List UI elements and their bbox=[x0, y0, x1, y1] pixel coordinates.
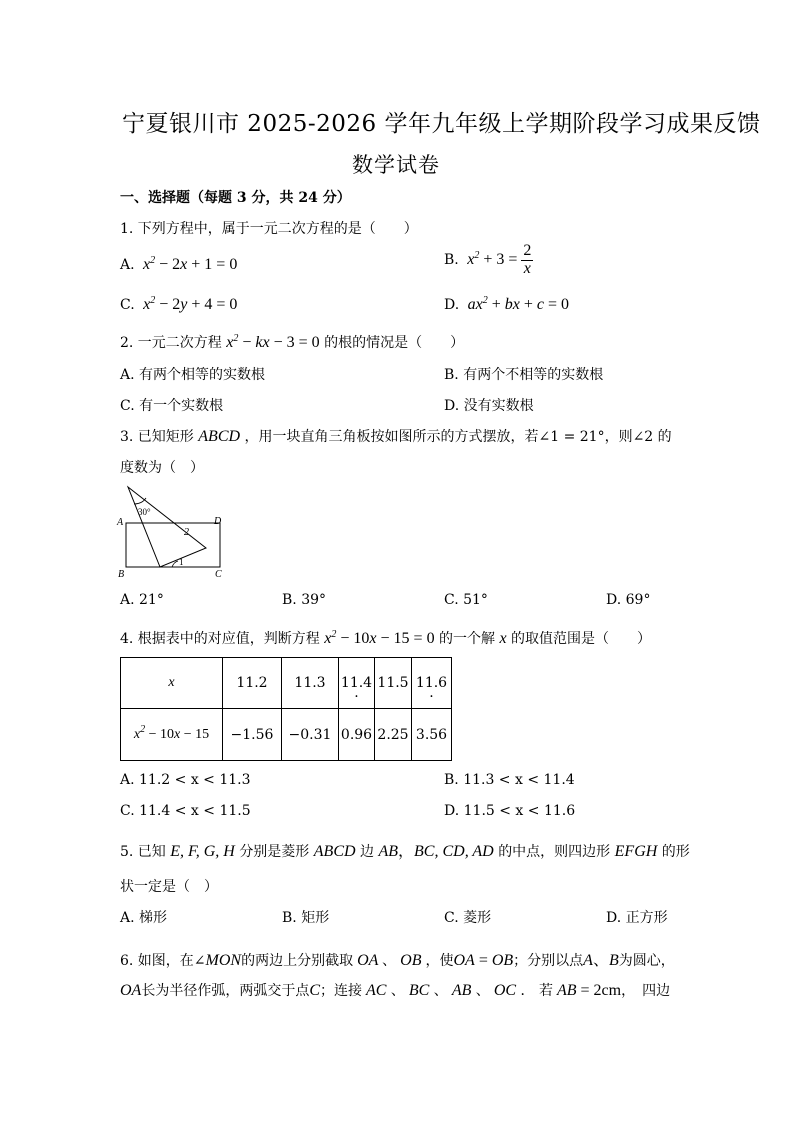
table-cell: 3.56 bbox=[412, 709, 452, 761]
q3-option-d: D. 69° bbox=[606, 592, 651, 608]
q5-option-a: A. 梯形 bbox=[120, 910, 168, 926]
q4-equation: $x^2 - 10x - 15 = 0$ bbox=[324, 629, 435, 647]
q4-option-d: D. 11.5 < x < 11.6 bbox=[444, 803, 576, 819]
q6-text: ， 四边 bbox=[621, 983, 671, 999]
q6-text: 、 bbox=[382, 953, 397, 969]
table-cell bbox=[339, 658, 375, 709]
table-cell: 11.2 bbox=[223, 658, 282, 709]
q1-c-label: C. bbox=[120, 297, 135, 313]
q1-b-label: B. bbox=[444, 251, 459, 268]
question-5-stem-line2: 状一定是（ ） bbox=[120, 879, 218, 895]
q5-option-b: B. 矩形 bbox=[282, 910, 330, 926]
q1-option-b bbox=[444, 243, 533, 278]
table-cell: 0.96 bbox=[339, 709, 375, 761]
table-cell: −0.31 bbox=[282, 709, 339, 761]
question-6-line2 bbox=[120, 980, 670, 1000]
question-6-line1 bbox=[120, 947, 675, 970]
q6-point-c: C bbox=[309, 982, 320, 999]
q6-text: 的两边上分别截取 bbox=[241, 953, 354, 969]
q5-option-c: C. 菱形 bbox=[444, 910, 492, 926]
q1-option-a bbox=[120, 256, 237, 274]
table-cell: 11.3 bbox=[282, 658, 339, 709]
table-cell: 2.25 bbox=[375, 709, 412, 761]
q6-text: ；连接 bbox=[320, 983, 362, 999]
page-subtitle: 数学试卷 bbox=[352, 153, 440, 177]
q6-points-ab: A、B bbox=[583, 952, 619, 969]
q5-sides: AB，BC, CD, AD bbox=[378, 843, 494, 860]
q6-text: 6. 如图，在∠ bbox=[120, 953, 206, 969]
q6-text: 为圆心， bbox=[618, 953, 675, 969]
angle-30-arc bbox=[134, 498, 146, 504]
q6-ob: OB bbox=[396, 952, 426, 969]
q5-efgh: EFGH bbox=[614, 843, 658, 860]
q6-oc: OC bbox=[489, 982, 517, 999]
page-title: 宁夏银川市 2025-2026 学年九年级上学期阶段学习成果反馈 bbox=[122, 111, 761, 137]
fig-label-c: C bbox=[215, 569, 222, 580]
q4-stem-mid: 的一个解 bbox=[439, 631, 496, 647]
fig-label-1: 1 bbox=[179, 557, 184, 567]
q5-stem-mid2: 边 bbox=[360, 844, 374, 860]
question-5-stem-line1 bbox=[120, 838, 690, 861]
section-heading: 一、选择题（每题 3 分，共 24 分） bbox=[120, 190, 351, 206]
q2-stem-pre: 2. 一元二次方程 bbox=[120, 335, 222, 351]
q6-text: 、 bbox=[386, 983, 405, 999]
table-row-expression bbox=[121, 709, 452, 761]
q4-option-a: A. 11.2 < x < 11.3 bbox=[120, 772, 251, 788]
q2-option-b: B. 有两个不相等的实数根 bbox=[444, 367, 604, 383]
q3-stem-pre: 3. 已知矩形 bbox=[120, 429, 194, 445]
q6-text: 长为半径作弧，两弧交于点 bbox=[141, 983, 310, 999]
q2-option-c: C. 有一个实数根 bbox=[120, 398, 224, 414]
table-head-x: x bbox=[121, 658, 223, 709]
q4-option-c: C. 11.4 < x < 11.5 bbox=[120, 803, 251, 819]
q5-abcd: ABCD bbox=[313, 843, 356, 860]
question-1-stem: 1. 下列方程中，属于一元二次方程的是（ ） bbox=[120, 221, 418, 237]
q6-text: 、 bbox=[471, 983, 490, 999]
q6-oa: OA bbox=[353, 952, 383, 969]
q1-d-formula: $ax^2$ + bx + c = 0 bbox=[463, 295, 570, 313]
fig-label-a: A bbox=[117, 517, 124, 528]
table-cell bbox=[412, 658, 452, 709]
q6-bc: BC bbox=[404, 982, 430, 999]
q1-option-c bbox=[120, 296, 237, 314]
q5-option-d: D. 正方形 bbox=[606, 910, 668, 926]
rectangle-abcd bbox=[126, 523, 220, 567]
q1-b-formula: $x^2 + 3$ = $\frac{2}{x}$ bbox=[463, 242, 532, 277]
q6-ab-eq: AB = 2cm bbox=[552, 982, 622, 999]
question-2-stem bbox=[120, 332, 464, 352]
q1-b-denominator: x bbox=[523, 259, 531, 277]
q1-d-label: D. bbox=[444, 297, 460, 313]
q3-figure bbox=[112, 482, 222, 582]
question-3-stem-line2: 度数为（ ） bbox=[120, 460, 204, 476]
table-cell-value: 11.4 · bbox=[341, 675, 372, 691]
q4-var-x: x bbox=[499, 630, 507, 647]
q6-text: ，使 bbox=[425, 953, 454, 969]
q5-stem-mid3: 的中点，则四边形 bbox=[498, 844, 611, 860]
set-square-triangle bbox=[128, 487, 206, 567]
q5-stem-post: 的形 bbox=[661, 844, 690, 860]
q1-a-formula: $x^2 - 2x + 1 = 0$ bbox=[139, 255, 238, 273]
question-4-stem bbox=[120, 628, 651, 648]
q3-option-b: B. 39° bbox=[282, 592, 327, 608]
q2-stem-post: 的根的情况是（ ） bbox=[324, 335, 465, 351]
q5-stem-pre: 5. 已知 bbox=[120, 844, 166, 860]
q5-points: E, F, G, H bbox=[170, 843, 235, 860]
q6-oa-eq-ob: OA = OB bbox=[453, 952, 514, 969]
q4-stem-pre: 4. 根据表中的对应值，判断方程 bbox=[120, 631, 320, 647]
q6-text: 、 bbox=[429, 983, 448, 999]
q6-text: ；分别以点 bbox=[513, 953, 584, 969]
table-cell: −1.56 bbox=[223, 709, 282, 761]
q6-oa2: OA bbox=[120, 982, 142, 999]
fig-label-b: B bbox=[118, 569, 125, 580]
q1-option-d bbox=[444, 296, 569, 314]
q5-stem-mid1: 分别是菱形 bbox=[239, 844, 310, 860]
table-cell: 11.5 bbox=[375, 658, 412, 709]
q3-option-c: C. 51° bbox=[444, 592, 488, 608]
q1-a-label: A. bbox=[120, 257, 135, 273]
question-3-stem-line1 bbox=[120, 426, 672, 446]
q3-option-a: A. 21° bbox=[120, 592, 164, 608]
q6-ab: AB bbox=[447, 982, 472, 999]
q6-ac: AC bbox=[362, 982, 387, 999]
fig-label-2: 2 bbox=[184, 527, 189, 538]
q2-option-a: A. 有两个相等的实数根 bbox=[120, 367, 266, 383]
fig-label-30: 30° bbox=[138, 507, 151, 517]
q4-option-b: B. 11.3 < x < 11.4 bbox=[444, 772, 575, 788]
q2-option-d: D. 没有实数根 bbox=[444, 398, 534, 414]
q2-equation: $x^2$ − kx − 3 = 0 bbox=[226, 333, 320, 351]
table-cell-value: 11.6 · bbox=[416, 675, 447, 691]
q1-c-formula: $x^2 - 2y + 4 = 0$ bbox=[139, 295, 238, 313]
q6-text: ． 若 bbox=[516, 983, 553, 999]
q3-abcd: ABCD bbox=[198, 428, 241, 445]
q4-stem-post: 的取值范围是（ ） bbox=[511, 631, 652, 647]
q6-mon: MON bbox=[205, 952, 242, 969]
q4-value-table bbox=[120, 657, 452, 761]
fig-label-d: D bbox=[214, 516, 222, 527]
table-head-expression: $x^2 - 10x - 15$ bbox=[121, 709, 223, 761]
q1-b-numerator: 2 bbox=[523, 242, 532, 259]
q3-stem-mid: ，用一块直角三角板按如图所示的方式摆放，若∠1 = 21°，则∠2 的 bbox=[244, 429, 672, 445]
table-row-x bbox=[121, 658, 452, 709]
